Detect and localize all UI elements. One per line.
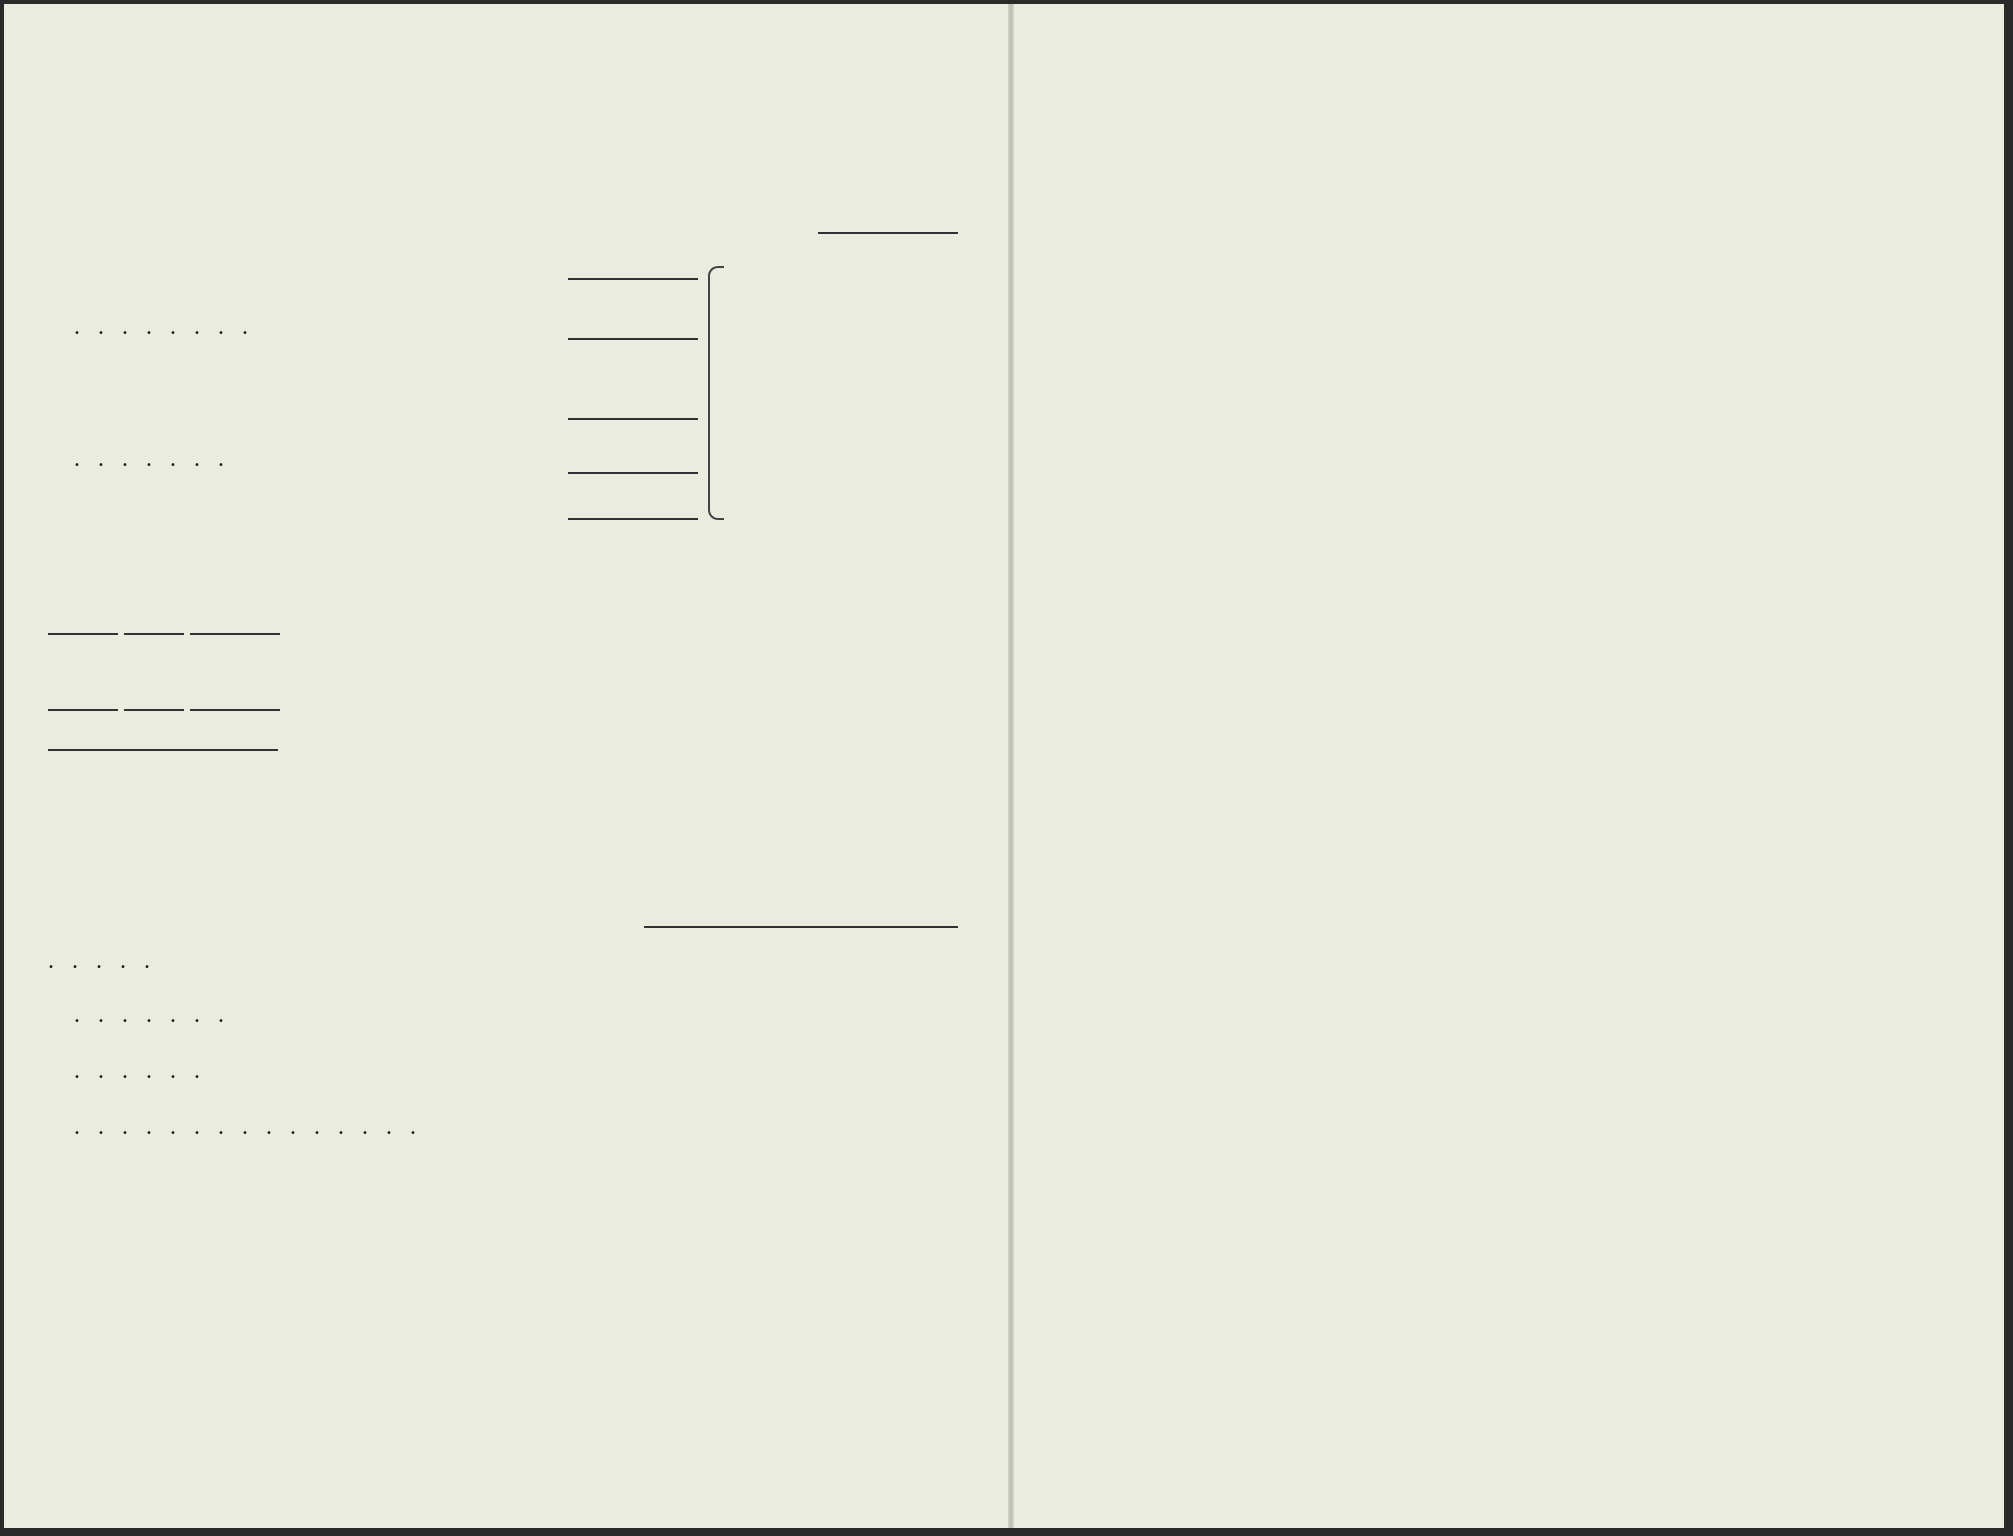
h2-pike-label-2: . . . . . . xyxy=(74,1058,206,1084)
h1-alm-fill[interactable] xyxy=(568,338,698,340)
h1-alm-label-2: . . . . . . . . xyxy=(74,314,254,340)
h1-sommer-fill[interactable] xyxy=(568,472,698,474)
h1-ialt-bebo-fill[interactable] xyxy=(568,518,698,520)
h2-alm-label-2: . . . . . . . xyxy=(74,1002,230,1028)
h1-pike-fill[interactable] xyxy=(568,418,698,420)
h2-angi-fill[interactable] xyxy=(644,926,958,928)
h1-nummerne-row xyxy=(48,728,958,751)
h1-kjokkener-fill[interactable] xyxy=(568,278,698,280)
left-page xyxy=(48,4,958,1528)
h2-kjokkener-label: . . . . . xyxy=(48,948,156,974)
h1-sommer-label-2: . . . . . . . xyxy=(74,446,230,472)
h1-fast-row xyxy=(48,608,958,635)
h1-angi-fill[interactable] xyxy=(818,232,958,234)
h1-tilstede-row xyxy=(48,684,958,711)
h1-brace xyxy=(708,266,724,520)
h2-sommer-label-2: . . . . . . . . . . . . . . . xyxy=(74,1114,422,1140)
census-form-sheet xyxy=(4,4,2004,1528)
page-fold xyxy=(1008,4,1014,1528)
